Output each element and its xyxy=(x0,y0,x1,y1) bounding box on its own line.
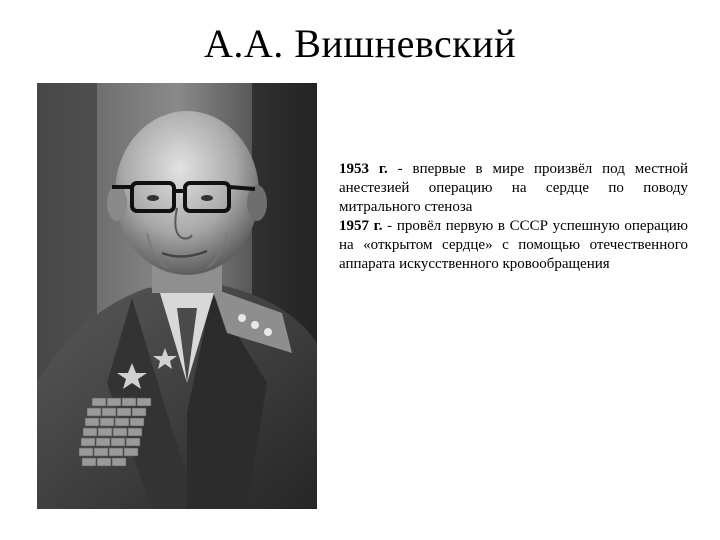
year-label: 1953 г. xyxy=(339,161,388,177)
slide-title: А.А. Вишневский xyxy=(204,21,516,66)
paragraph-text: - впервые в мире произвёл под местной анестезией операцию на сердце по поводу митрального стеноза xyxy=(339,161,688,215)
portrait-photo xyxy=(37,83,317,509)
paragraph-text: - провёл первую в СССР успешную операцию на «открытом сердце» с помощью отечественного аппарата искусственного кровообращения xyxy=(339,218,688,272)
portrait-illustration xyxy=(37,83,317,509)
body-text xyxy=(339,160,688,274)
paragraph-1953 xyxy=(339,160,688,217)
paragraph-1957 xyxy=(339,217,688,274)
year-label: 1957 г. xyxy=(339,218,383,234)
